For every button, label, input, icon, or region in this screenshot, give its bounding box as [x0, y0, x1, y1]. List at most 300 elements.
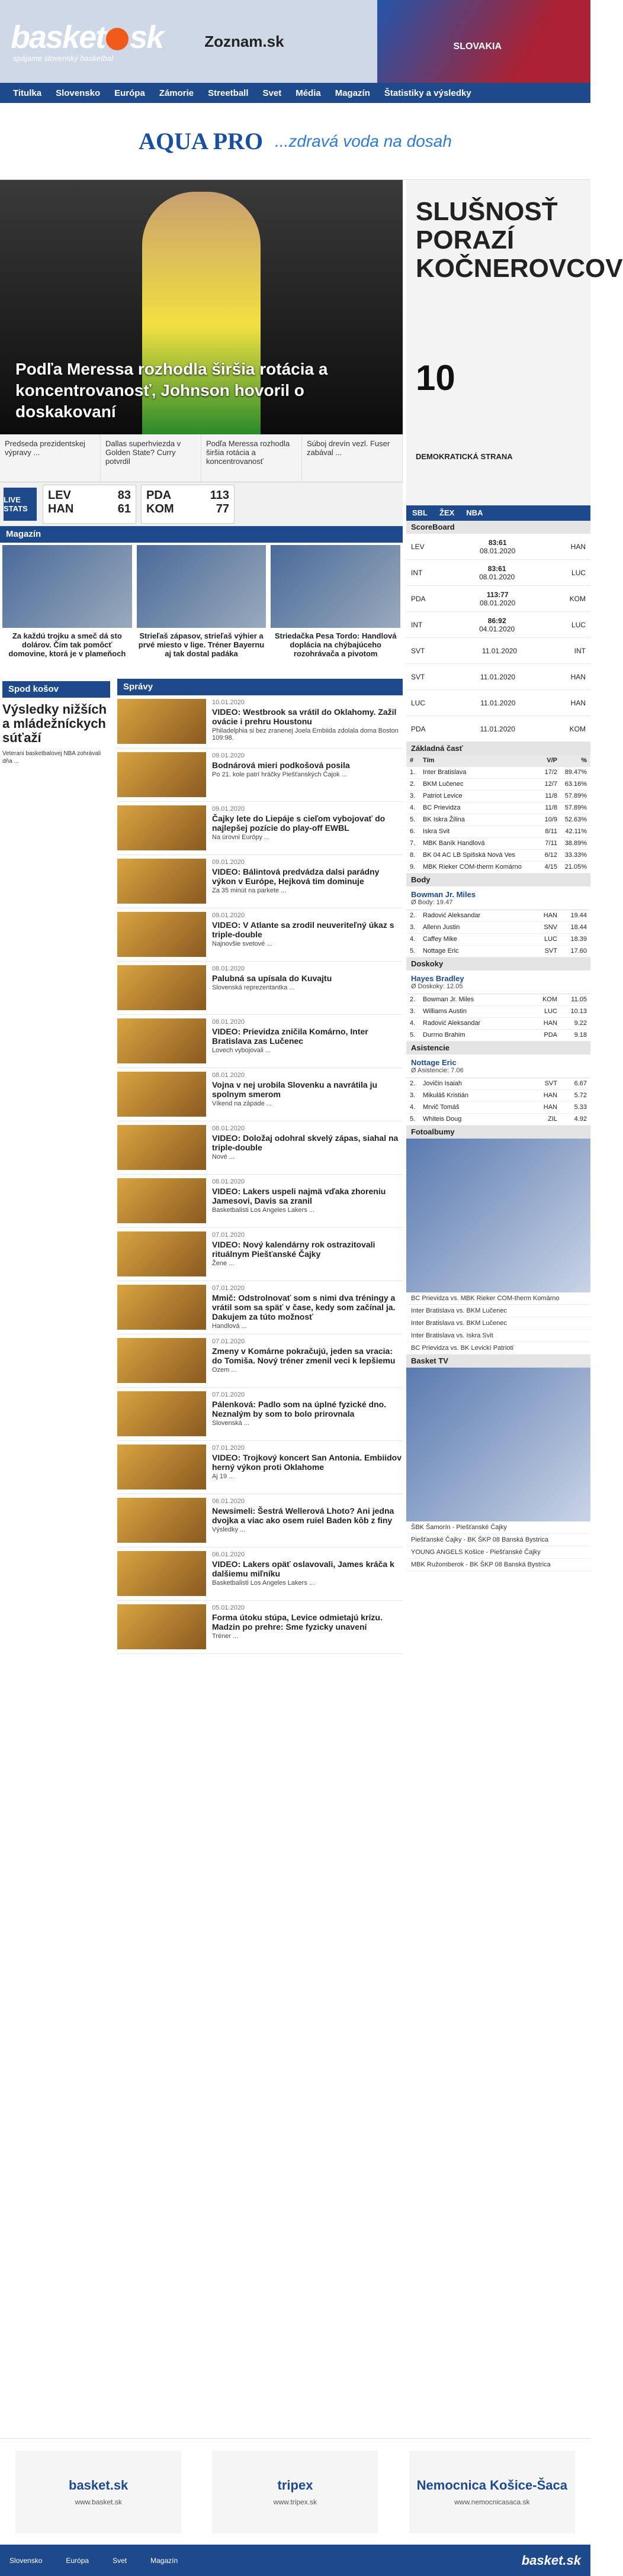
news-date: 07.01.2020 — [212, 1338, 245, 1345]
leader-cell: KOM — [542, 996, 557, 1003]
standings-cell: 7/11 — [545, 840, 557, 847]
magazine-photo — [137, 545, 266, 628]
news-body — [206, 1391, 403, 1437]
partner-name: basket.sk — [69, 2477, 129, 2493]
leader-cell: Allenn Justin — [423, 924, 460, 931]
logo-tagline: spájame slovenský basketbal — [13, 53, 114, 63]
leader-row[interactable] — [406, 1006, 590, 1018]
leader-cell: 3. — [410, 1008, 416, 1015]
news-lead: Philadelphia si bez zranenej Joela Embiida zdolala doma Boston 109:98. — [212, 727, 399, 741]
scoreboard-row[interactable] — [406, 690, 590, 716]
promo-banner[interactable] — [0, 103, 590, 180]
news-date: 08.01.2020 — [212, 1018, 245, 1026]
magazine-list — [0, 543, 403, 679]
score-center — [482, 647, 517, 655]
score-center — [479, 565, 515, 581]
news-item[interactable] — [117, 1334, 403, 1388]
nav-item-streetball[interactable]: Streetball — [208, 88, 249, 98]
nav-item-svet[interactable]: Svet — [262, 88, 282, 98]
news-lead: Žene ... — [212, 1260, 235, 1267]
standings-row[interactable] — [406, 850, 590, 862]
leader-cell: SVT — [544, 947, 557, 955]
news-item[interactable] — [117, 1547, 403, 1601]
leader-name[interactable]: Nottage Eric — [411, 1058, 457, 1067]
news-header[interactable]: Správy — [117, 679, 403, 695]
standings-cell: 1. — [410, 769, 416, 776]
partner-url: www.tripex.sk — [273, 2497, 317, 2506]
news-body — [206, 805, 403, 851]
main-column — [0, 180, 403, 1654]
standings-cell: BKM Lučenec — [423, 781, 464, 788]
magazine-item[interactable] — [134, 543, 269, 679]
standings-cell: Iskra Svit — [423, 828, 450, 835]
nav-item-media[interactable]: Média — [296, 88, 321, 98]
leaders-title: Asistencie — [406, 1042, 590, 1055]
standings-cell: 7. — [410, 840, 416, 847]
news-date: 08.01.2020 — [212, 965, 245, 972]
leader-cell: 4. — [410, 1104, 416, 1111]
fotoalbum-photo[interactable] — [406, 1139, 590, 1292]
fotoalbum-caption[interactable]: BC Prievidza vs. BK Levickí Patrioti — [406, 1342, 590, 1355]
promo-slogan: ...zdravá voda na dosah — [275, 131, 452, 150]
news-title[interactable]: VIDEO: Bálintová predvádza dalsi parádny výkon v Európe, Hejková tim dominuje — [212, 867, 380, 886]
news-title[interactable]: Palubná sa upísala do Kuvajtu — [212, 973, 332, 983]
tab-sbl[interactable]: SBL — [412, 508, 428, 517]
partner-name: tripex — [277, 2477, 313, 2493]
fotoalbum-caption[interactable]: Inter Bratislava vs. Iskra Svit — [406, 1330, 590, 1342]
hero-title: Podľa Meressa rozhodla širšia rotácia a koncentrovanosť, Johnson hovoril o doskakovaní — [15, 360, 328, 421]
banner-text: SLOVAKIA — [453, 41, 502, 51]
ad-party: DEMOKRATICKÁ STRANA — [416, 452, 513, 461]
news-item[interactable] — [117, 962, 403, 1015]
away-points: 61 — [117, 502, 131, 515]
leader-cell: 9.18 — [574, 1031, 587, 1039]
news-thumbnail — [117, 1445, 206, 1489]
fotoalbum-captions — [406, 1292, 590, 1355]
leader-cell: 3. — [410, 1092, 416, 1099]
news-body — [206, 1445, 403, 1490]
spod-kosov-header[interactable]: Spod košov — [2, 681, 110, 698]
news-item[interactable] — [117, 1175, 403, 1228]
news-date: 08.01.2020 — [212, 1072, 245, 1079]
scoreboard-title: ScoreBoard — [406, 521, 590, 534]
leader-cell: SNV — [544, 924, 557, 931]
standings-cell: 63.16% — [564, 781, 587, 788]
basketball-icon — [106, 28, 129, 50]
news-lead: Na úrovni Európy ... — [212, 834, 270, 841]
ad-number: 10 — [416, 358, 455, 398]
news-title[interactable]: VIDEO: Trojkový koncert San Antonia. Embiidov herný výkon proti Oklahome — [212, 1453, 402, 1472]
partner-logo[interactable] — [204, 33, 284, 51]
standings-cell: 38.89% — [564, 840, 587, 847]
standings-row[interactable] — [406, 838, 590, 850]
away-team: KOM — [569, 594, 586, 603]
leader-row[interactable] — [406, 994, 590, 1006]
leader-cell: HAN — [543, 1104, 557, 1111]
standings-cell: 33.33% — [564, 852, 587, 859]
standings-cell: 10/9 — [544, 816, 557, 823]
news-lead: Nové ... — [212, 1153, 235, 1160]
news-thumbnail — [117, 1498, 206, 1543]
leader-cell: SVT — [544, 1080, 557, 1087]
news-lead: Basketbalisti Los Angeles Lakers ... — [212, 1579, 315, 1587]
col-team: Tím — [423, 757, 435, 764]
score-box[interactable] — [43, 485, 136, 524]
home-team: SVT — [411, 646, 425, 655]
news-item[interactable] — [117, 1494, 403, 1547]
news-title[interactable]: VIDEO: Westbrook sa vrátil do Oklahomy. Zažil ovácie i prehru Houstonu — [212, 707, 397, 726]
news-body — [206, 1338, 403, 1384]
leaders-block — [406, 873, 590, 1126]
standings-cell: BK 04 AC LB Spišská Nová Ves — [423, 852, 515, 859]
leader-cell: 2. — [410, 912, 416, 919]
leader-cell: 6.67 — [574, 1080, 587, 1087]
news-lead: Tréner ... — [212, 1633, 239, 1640]
standings-header — [406, 755, 590, 767]
score-center — [480, 699, 515, 707]
leader-value: Ø Body: 19.47 — [411, 899, 453, 906]
standings-row[interactable] — [406, 779, 590, 791]
standings-cell: MBK Rieker COM-therm Komárno — [423, 863, 522, 871]
news-date: 09.01.2020 — [212, 859, 245, 866]
footer-link[interactable]: Slovensko — [9, 2556, 43, 2565]
news-date: 06.01.2020 — [212, 1551, 245, 1558]
magazine-item[interactable] — [268, 543, 403, 679]
news-title[interactable]: VIDEO: Nový kalendárny rok ostrazitovali rituálnym Piešťanské Čajky — [212, 1240, 375, 1259]
news-lead: Výsledky ... — [212, 1526, 246, 1533]
news-title[interactable]: Mmič: Odstrolnovať som s nimi dva tréningy a vrátil som sa späť v čase, kedy som začínal ja. Dakujem za túto možnosť — [212, 1293, 396, 1321]
standings-cell: 3. — [410, 792, 416, 799]
news-body — [206, 1018, 403, 1064]
game-score: 83:61 — [487, 564, 506, 573]
fotoalbum-caption[interactable]: Inter Bratislava vs. BKM Lučenec — [406, 1305, 590, 1317]
leader-cell: HAN — [543, 912, 557, 919]
standings-cell: 5. — [410, 816, 416, 823]
scoreboard-row[interactable] — [406, 664, 590, 690]
news-date: 10.01.2020 — [212, 699, 245, 706]
nav-item-europa[interactable]: Európa — [114, 88, 145, 98]
standings-cell: BK Iskra Žilina — [423, 816, 465, 823]
footer-partner[interactable] — [409, 2451, 575, 2533]
leader-cell: Durrno Brahim — [423, 1031, 465, 1039]
news-item[interactable] — [117, 1601, 403, 1654]
leader-cell: LUC — [544, 1008, 557, 1015]
game-date: 11.01.2020 — [480, 724, 515, 733]
home-team: PDA — [411, 724, 426, 733]
news-thumbnail — [117, 1338, 206, 1383]
standings-list — [406, 767, 590, 873]
basket-tv-captions — [406, 1521, 590, 1571]
scoreboard-row[interactable] — [406, 534, 590, 560]
standings-cell: 11/8 — [545, 804, 557, 811]
news-title[interactable]: VIDEO: Prievidza zničila Komárno, Inter Bratislava zas Lučenec — [212, 1027, 368, 1046]
leader-cell: PDA — [544, 1031, 557, 1039]
game-date: 04.01.2020 — [479, 624, 515, 633]
right-column — [406, 180, 623, 1571]
score-center — [480, 539, 515, 555]
standings-cell: BC Prievidza — [423, 804, 461, 811]
news-item[interactable] — [117, 1121, 403, 1175]
nav-item-titulka[interactable]: Titulka — [13, 88, 42, 98]
standings-cell: 4/15 — [544, 863, 557, 871]
game-date: 11.01.2020 — [480, 672, 516, 681]
news-lead: Aj 19 ... — [212, 1473, 235, 1480]
spod-kosov-text: Veterani basketbalovej NBA zohrávali dňa ... — [2, 750, 101, 765]
leader-cell: 19.44 — [570, 912, 587, 919]
home-team: LEV — [48, 489, 71, 502]
leader-row[interactable] — [406, 1090, 590, 1102]
standings-row[interactable] — [406, 791, 590, 802]
magazine-title: Striedačka Pesa Tordo: Handlová doplácia na chýbajúceho rozohrávača a pivotom — [274, 631, 397, 658]
teaser-item[interactable]: Podľa Meressa rozhodla širšia rotácia a koncentrovanosť — [201, 434, 302, 482]
news-body — [206, 1498, 403, 1543]
news-date: 08.01.2020 — [212, 1125, 245, 1132]
leader-cell: 5.72 — [574, 1092, 587, 1099]
away-team: HAN — [570, 672, 586, 681]
leader-cell: 2. — [410, 1080, 416, 1087]
leader-cell: 11.05 — [571, 996, 587, 1003]
scoreboard-row[interactable] — [406, 612, 590, 638]
standings-cell: 21.05% — [564, 863, 587, 871]
news-thumbnail — [117, 1551, 206, 1596]
scoreboard-list — [406, 534, 590, 742]
news-body — [206, 1125, 403, 1171]
news-title[interactable]: Zmeny v Komárne pokračujú, jeden sa vracia: do Tomiša. Nový tréner zmenil veci k lepšiemu — [212, 1346, 396, 1365]
leader-cell: 5.33 — [574, 1104, 587, 1111]
basket-tv-title: Basket TV — [406, 1355, 590, 1368]
political-ad[interactable] — [406, 180, 623, 505]
leader-row[interactable] — [406, 1018, 590, 1030]
content-twocol — [0, 679, 403, 1654]
game-score: 113:77 — [486, 590, 509, 599]
news-thumbnail — [117, 1231, 206, 1276]
news-lead: Slovenská reprezentantka ... — [212, 984, 295, 991]
standings-cell: 57.89% — [564, 792, 587, 799]
news-lead: Víkend na západe ... — [212, 1100, 272, 1107]
news-title[interactable]: VIDEO: V Atlante sa zrodil neuveriteľný úkaz s triple-double — [212, 920, 394, 939]
news-thumbnail — [117, 699, 206, 744]
footer-link[interactable]: Európa — [66, 2556, 89, 2565]
leaders-title: Body — [406, 873, 590, 886]
standings-cell: 4. — [410, 804, 416, 811]
ad-headline: SLUŠNOSŤ PORAZÍ KOČNEROVCOV — [416, 197, 623, 283]
magazine-item[interactable] — [0, 543, 134, 679]
news-title[interactable]: Newsimeli: Šestrá Wellerová Lhoto? Ani jedna dvojka a viac ako osem ruiel Baden kôb z finy — [212, 1506, 394, 1525]
news-body — [206, 859, 403, 904]
footer-brand[interactable]: basket.sk — [521, 2552, 581, 2568]
basket-tv-caption[interactable]: MBK Ružomberok - BK ŠKP 08 Banská Bystrica — [406, 1559, 590, 1571]
news-item[interactable] — [117, 855, 403, 908]
news-date: 09.01.2020 — [212, 912, 245, 919]
nav-item-magazin[interactable]: Magazín — [335, 88, 370, 98]
leader-row[interactable] — [406, 1078, 590, 1090]
leader-cell: HAN — [543, 1020, 557, 1027]
news-item[interactable] — [117, 1068, 403, 1121]
news-item[interactable] — [117, 1281, 403, 1334]
leader-row[interactable] — [406, 910, 590, 922]
game-date: 11.01.2020 — [481, 646, 518, 655]
news-lead: Handlová ... — [212, 1323, 247, 1330]
spod-kosov-column — [0, 679, 113, 1654]
news-lead: Za 35 minút na parkete ... — [212, 887, 287, 894]
standings-cell: 89.47% — [564, 769, 587, 776]
footer-link[interactable]: Svet — [113, 2556, 127, 2565]
news-item[interactable] — [117, 908, 403, 962]
leader-cell: Mrvič Tomáš — [423, 1104, 460, 1111]
basket-tv-caption[interactable]: Piešťanské Čajky - BK ŠKP 08 Banská Bystrica — [406, 1534, 590, 1546]
leader-cell: 10.13 — [570, 1008, 587, 1015]
away-team: LUC — [571, 620, 586, 629]
leader-row[interactable] — [406, 946, 590, 957]
leader-name[interactable]: Hayes Bradley — [411, 974, 464, 983]
fotoalbum-caption[interactable]: BC Prievidza vs. MBK Rieker COM-therm Komárno — [406, 1292, 590, 1305]
footer-partner[interactable] — [212, 2451, 378, 2533]
news-item[interactable] — [117, 1388, 403, 1441]
news-title[interactable]: Vojna v nej urobila Slovenku a navrátila ju spolnym smerom — [212, 1080, 378, 1099]
teaser-item[interactable]: Predseda prezidentskej výpravy ... — [0, 434, 101, 482]
tab-zex[interactable]: ŽEX — [439, 508, 455, 517]
news-title[interactable]: VIDEO: Lakers opäť oslavovali, James kráča k dalšiemu miľníku — [212, 1559, 394, 1578]
news-date: 07.01.2020 — [212, 1231, 245, 1239]
standings-cell: 57.89% — [564, 804, 587, 811]
tab-nba[interactable]: NBA — [466, 508, 483, 517]
hero-article[interactable] — [0, 180, 403, 434]
news-title[interactable]: Bodnárová mieri podkošová posila — [212, 760, 350, 770]
news-body — [206, 1285, 403, 1330]
basket-tv-caption[interactable]: YOUNG ANGELS Košice - Piešťanské Čajky — [406, 1546, 590, 1559]
news-title[interactable]: Forma útoku stúpa, Levice odmietajú krízu. Madzin po prehre: Sme fyzicky unavení — [212, 1613, 383, 1632]
standings-cell: 6. — [410, 828, 416, 835]
scoreboard-row[interactable] — [406, 560, 590, 586]
leader-row[interactable] — [406, 1030, 590, 1042]
leader-cell: Bowman Jr. Miles — [423, 996, 474, 1003]
standings-cell: 2. — [410, 781, 416, 788]
leader-row[interactable] — [406, 1114, 590, 1126]
news-date: 09.01.2020 — [212, 805, 245, 813]
basket-tv-video[interactable] — [406, 1368, 590, 1521]
live-stats-badge[interactable]: LIVE STATS — [4, 488, 37, 521]
standings-cell: 6/12 — [544, 852, 557, 859]
standings-row[interactable] — [406, 826, 590, 838]
standings-cell: Patriot Levice — [423, 792, 463, 799]
leader-top-card[interactable] — [406, 971, 590, 994]
away-team: HAN — [48, 502, 74, 515]
nav-item-statistiky[interactable]: Štatistiky a výsledky — [384, 88, 471, 98]
standings-cell: 8. — [410, 852, 416, 859]
news-column — [113, 679, 403, 1654]
news-body — [206, 965, 332, 1011]
leader-name[interactable]: Bowman Jr. Miles — [411, 890, 476, 899]
game-date: 11.01.2020 — [480, 698, 516, 707]
home-team: LEV — [411, 542, 425, 551]
leader-cell: Radović Aleksandar — [423, 1020, 481, 1027]
leader-top-card[interactable] — [406, 1055, 590, 1078]
leader-cell: Radović Aleksandar — [423, 912, 481, 919]
partner-name: Zoznam.sk — [204, 32, 284, 50]
magazine-header[interactable]: Magazín — [0, 526, 403, 543]
magazine-photo — [2, 545, 132, 628]
teaser-item[interactable]: Súboj drevín vezl. Fuser zabával ... — [302, 434, 403, 482]
scoreboard-row[interactable] — [406, 716, 590, 742]
leader-cell: 18.39 — [570, 936, 587, 943]
news-item[interactable] — [117, 749, 403, 802]
score-center — [480, 591, 515, 607]
nav-item-zamorie[interactable]: Zámorie — [159, 88, 194, 98]
site-header — [0, 0, 590, 83]
news-item[interactable] — [117, 802, 403, 855]
leader-cell: Nottage Eric — [423, 947, 459, 955]
col-rank: # — [410, 757, 414, 764]
away-team: KOM — [146, 502, 174, 515]
home-team: SVT — [411, 672, 425, 681]
news-item[interactable] — [117, 695, 403, 749]
leader-cell: 5. — [410, 947, 416, 955]
teaser-item[interactable]: Dallas superhviezda v Golden State? Curry potvrdil — [101, 434, 201, 482]
leaders-title: Doskoky — [406, 957, 590, 971]
leader-row[interactable] — [406, 922, 590, 934]
news-title[interactable]: VIDEO: Doložaj odohral skvelý zápas, siahal na triple-double — [212, 1133, 399, 1152]
score-center — [479, 617, 515, 633]
news-title[interactable]: VIDEO: Lakers uspeli najmä vďaka zhoreniu Jamesovi, Davis sa zranil — [212, 1187, 386, 1205]
leader-cell: 4. — [410, 936, 416, 943]
news-thumbnail — [117, 1285, 206, 1330]
leader-top-card[interactable] — [406, 886, 590, 910]
score-center — [480, 673, 515, 681]
scoreboard-row[interactable] — [406, 638, 590, 664]
game-score: 83:61 — [488, 538, 507, 547]
fotoalbum-caption[interactable]: Inter Bratislava vs. BKM Lučenec — [406, 1317, 590, 1330]
news-title[interactable]: Čajky lete do Liepáje s cieľom vybojovať do najlepšej pozície do play-off EWBL — [212, 814, 386, 833]
news-item[interactable] — [117, 1228, 403, 1281]
home-team: INT — [411, 568, 423, 577]
partner-name: Nemocnica Košice-Šaca — [416, 2477, 567, 2493]
news-body — [206, 1604, 403, 1650]
basket-tv-caption[interactable]: ŠBK Šamorín - Piešťanské Čajky — [406, 1521, 590, 1534]
leader-row[interactable] — [406, 934, 590, 946]
leader-row[interactable] — [406, 1102, 590, 1114]
site-logo[interactable] — [11, 21, 163, 63]
standings-row[interactable] — [406, 767, 590, 779]
news-item[interactable] — [117, 1441, 403, 1494]
scoreboard-row[interactable] — [406, 586, 590, 612]
news-title[interactable]: Pálenková: Padlo som na úplné fyzické dno. Neznalým by som to bolo prirovnala — [212, 1400, 387, 1418]
news-item[interactable] — [117, 1015, 403, 1068]
news-body — [206, 1072, 403, 1117]
standings-row[interactable] — [406, 862, 590, 873]
home-team: LUC — [411, 698, 426, 707]
footer-partner[interactable] — [15, 2451, 181, 2533]
leader-cell: 5. — [410, 1115, 416, 1123]
main-nav — [0, 83, 590, 103]
score-center — [480, 725, 515, 733]
standings-row[interactable] — [406, 814, 590, 826]
logo-tail: sk — [130, 19, 163, 55]
spod-kosov-title[interactable]: Výsledky nižších a mládežníckych súťaží — [2, 702, 107, 745]
news-thumbnail — [117, 752, 206, 797]
standings-row[interactable] — [406, 802, 590, 814]
game-score: 86:92 — [487, 616, 506, 625]
news-date: 08.01.2020 — [212, 1178, 245, 1185]
nav-item-slovensko[interactable]: Slovensko — [56, 88, 101, 98]
news-lead: Po 21. kole patrí hráčky Piešťanských Čajok ... — [212, 771, 347, 778]
away-team: HAN — [570, 542, 586, 551]
home-team: PDA — [411, 594, 426, 603]
footer-link[interactable]: Magazín — [150, 2556, 178, 2565]
leader-cell: 3. — [410, 924, 416, 931]
leader-cell: 4. — [410, 1020, 416, 1027]
news-thumbnail — [117, 1125, 206, 1170]
score-box[interactable] — [141, 485, 235, 524]
